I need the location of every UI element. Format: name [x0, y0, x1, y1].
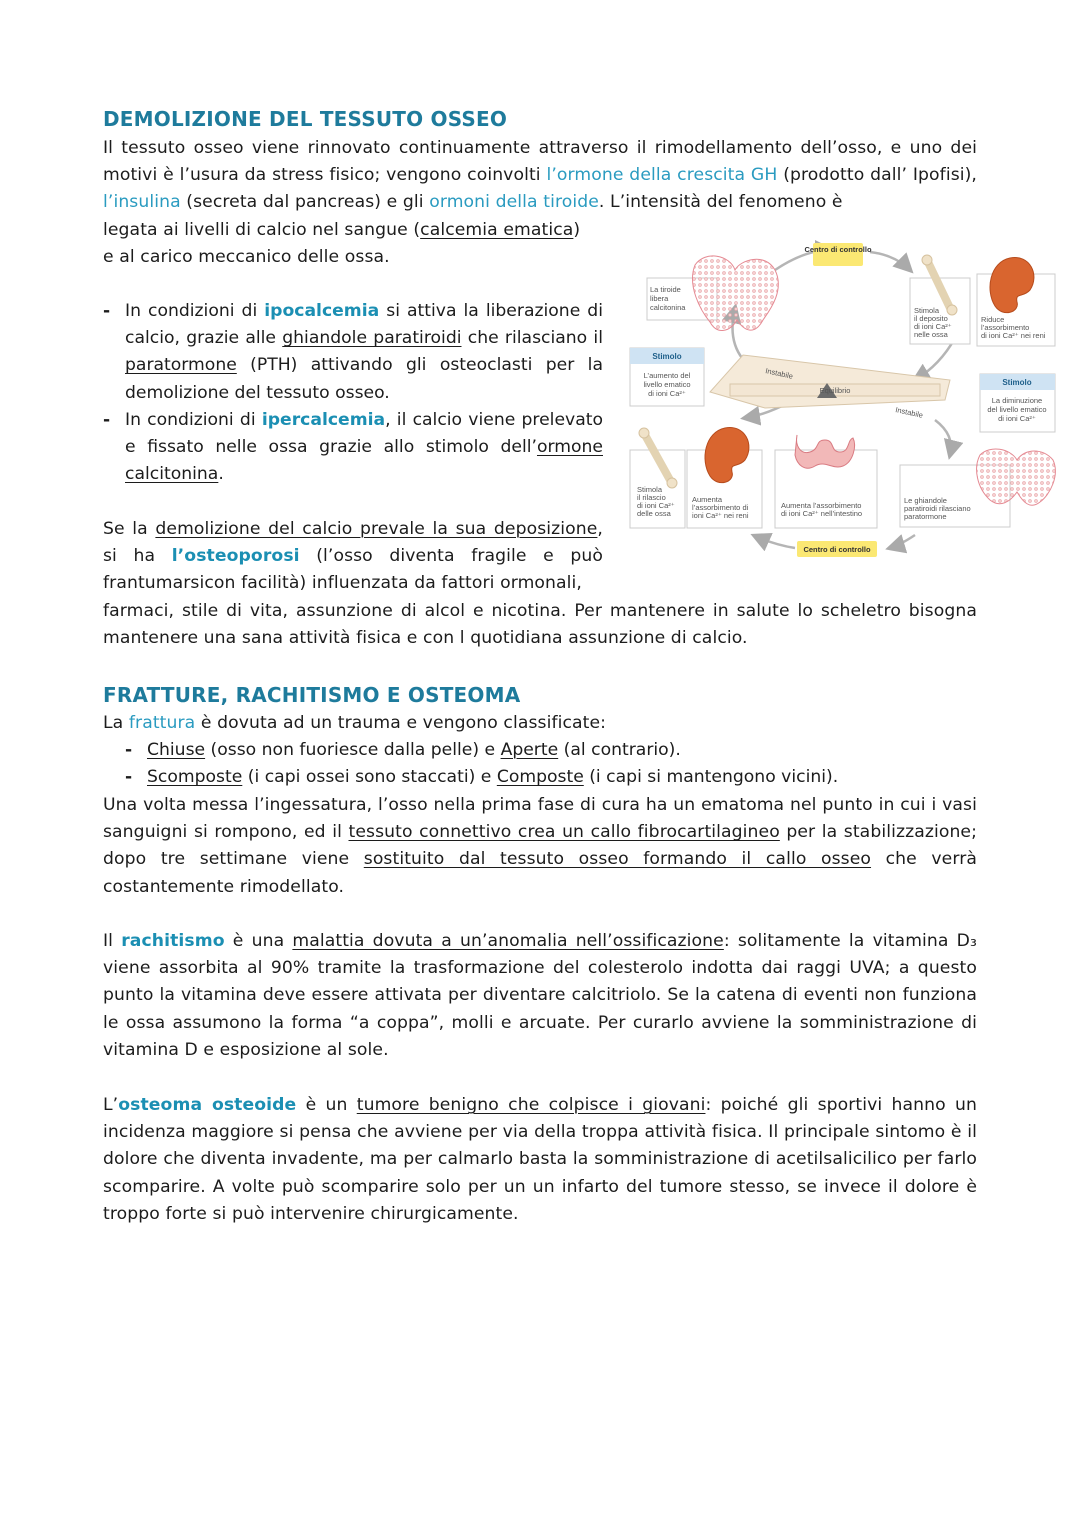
- section-title-fratture: FRATTURE, RACHITISMO E OSTEOMA: [103, 683, 521, 707]
- centro-controllo-top-text: Centro di controllo: [804, 245, 872, 254]
- text: La: [103, 713, 129, 733]
- arrow: [870, 252, 910, 270]
- stimolo-left-text: Stimolo: [652, 352, 682, 361]
- text: In condizioni di: [125, 409, 262, 430]
- text: legata ai livelli di calcio nel sangue (: [103, 220, 421, 240]
- text: Se la: [103, 519, 156, 539]
- calcium-homeostasis-diagram: [625, 240, 1060, 565]
- stimola-rilascio-1: Stimola: [637, 485, 663, 494]
- balance-beam-left: [710, 355, 950, 408]
- text: .: [218, 464, 224, 485]
- section-title-demolizione: DEMOLIZIONE DEL TESSUTO OSSEO: [103, 107, 508, 131]
- underlined-malattia: malattia dovuta a un’anomalia nell’ossificazione: [292, 931, 724, 951]
- stimola-deposito-3: di ioni Ca²⁺: [914, 322, 952, 331]
- stimola-rilascio-2: il rilascio: [637, 493, 666, 502]
- underlined-chiuse: Chiuse: [147, 740, 206, 760]
- highlight-frattura: frattura: [128, 713, 196, 733]
- highlight-ipercalcemia: ipercalcemia: [261, 409, 386, 430]
- riduce-2: l’assorbimento: [981, 323, 1030, 332]
- tiroide-label-1: La tiroide: [650, 285, 681, 294]
- text: è un: [296, 1095, 357, 1115]
- highlight-rachitismo: rachitismo: [121, 931, 225, 951]
- paratiroidi-1: Le ghiandole: [904, 496, 947, 505]
- text: che rilasciano il: [461, 328, 603, 349]
- text: L’: [103, 1095, 119, 1115]
- list-item-ipercalcemia: [103, 407, 603, 489]
- stimola-deposito-2: il deposito: [914, 314, 948, 323]
- underlined-aperte: Aperte: [500, 740, 559, 760]
- underlined-callo-osseo: sostituito dal tessuto osseo formando il callo osseo: [363, 849, 872, 870]
- underlined-paratiroidi: ghiandole paratiroidi: [282, 328, 462, 349]
- aumenta-reni-1: Aumenta: [692, 495, 723, 504]
- aumenta-reni-2: l’assorbimento di: [692, 503, 749, 512]
- aumento-3: di ioni Ca²⁺: [648, 389, 686, 398]
- stimola-deposito-4: nelle ossa: [914, 330, 948, 339]
- paragraph-osteoporosi: [103, 516, 603, 598]
- underlined-scomposte: Scomposte: [147, 767, 243, 788]
- equilibrio-text: Equilibrio: [819, 386, 851, 395]
- text: (prodotto dall’ Ipofisi),: [777, 165, 977, 186]
- paragraph-osteoporosi-cont: farmaci, stile di vita, assunzione di alcol e nicotina. Per mantenere in salute lo scheletro bisogna mantenere una sana attività fisica e con l quotidiana assunzione di calcio.: [103, 601, 977, 649]
- aumenta-reni-3: ioni Ca²⁺ nei reni: [692, 511, 749, 520]
- bone-end: [947, 305, 957, 315]
- aumenta-intestino-1: Aumenta l’assorbimento: [781, 501, 862, 510]
- text: . L’intensità del fenomeno è: [598, 192, 843, 213]
- tiroide-label-2: libera: [650, 294, 669, 303]
- stimolo-right-text: Stimolo: [1002, 378, 1032, 387]
- text: , il calcio viene prelevato e fissato nelle ossa grazie allo stimolo dell’: [125, 409, 603, 458]
- text: ): [573, 220, 581, 240]
- tiroide-label-3: calcitonina: [650, 303, 686, 312]
- frattura-types-list: [125, 737, 977, 791]
- text: (l’osso diventa fragile e può frantumarsicon facilità) influenzata da fattori ormonali,: [103, 546, 604, 594]
- parathyroid-illustration: [977, 449, 1056, 505]
- underlined-composte: Composte: [496, 767, 584, 788]
- aumenta-intestino-2: di ioni Ca²⁺ nell’intestino: [781, 509, 863, 518]
- arrow: [755, 536, 795, 548]
- highlight-insulina: l’insulina: [103, 192, 181, 213]
- highlight-tiroide: ormoni della tiroide: [429, 192, 599, 213]
- text: In condizioni di: [125, 301, 265, 321]
- underlined-paratormone: paratormone: [125, 355, 237, 376]
- highlight-gh: l’ormone della crescita GH: [546, 165, 778, 186]
- paragraph-rachitismo: [103, 928, 977, 1064]
- text: Una volta messa l’ingessatura, l’osso nella prima fase di cura ha un ematoma nel punto in cui i vasi sanguigni si rompono, ed il: [103, 795, 977, 843]
- underlined-calcitonina: ormone calcitonina: [125, 437, 603, 485]
- highlight-osteoma: osteoma osteoide: [118, 1095, 297, 1115]
- paratiroidi-3: paratormone: [904, 512, 947, 521]
- centro-controllo-bottom-text: Centro di controllo: [803, 545, 871, 554]
- instabile-right-text: Instabile: [894, 405, 924, 420]
- diminuzione-2: del livello ematico: [987, 405, 1047, 414]
- underlined-callo-fibro: tessuto connettivo crea un callo fibrocartilagineo: [348, 822, 780, 843]
- text: , si ha: [103, 519, 603, 567]
- paratiroidi-2: paratiroidi rilasciano: [904, 504, 971, 513]
- text: per la stabilizzazione; dopo tre settimane viene: [103, 822, 977, 870]
- text: è dovuta ad un trauma e vengono classificate:: [195, 713, 607, 733]
- text: (al contrario).: [558, 740, 681, 760]
- stimola-deposito-1: Stimola: [914, 306, 940, 315]
- stimola-rilascio-4: delle ossa: [637, 509, 671, 518]
- text: Il: [103, 931, 122, 951]
- underlined-tumore: tumore benigno che colpisce i giovani: [356, 1095, 706, 1115]
- text: si attiva la liberazione di calcio, grazie alle: [125, 301, 603, 349]
- highlight-osteoporosi: l’osteoporosi: [171, 546, 300, 567]
- list-item-ipocalcemia: [103, 298, 603, 407]
- arrow: [890, 535, 915, 548]
- text: che verrà costantemente rimodellato.: [103, 849, 978, 897]
- text: (i capi ossei sono staccati) e: [242, 767, 497, 788]
- calcemia-list: [103, 298, 603, 488]
- underlined-demolizione: demolizione del calcio prevale la sua deposizione: [155, 519, 598, 539]
- bone-end: [667, 478, 677, 488]
- text: : poiché gli sportivi hanno un incidenza maggiore si pensa che avviene per via della troppa attività fisica. Il principale sintomo è il dolore che diventa invadente, ma per calmarlo basta la somministrazione di acetilsalicilico per farlo scomparire. A volte può scomparire solo per un un infarto del tumore stesso, se invece il dolore è troppo forte si può intervenire chirurgicamente.: [103, 1095, 977, 1224]
- diminuzione-1: La diminuzione: [991, 396, 1043, 405]
- text: e al carico meccanico delle ossa.: [103, 247, 390, 268]
- text: : solitamente la vitamina D₃ viene assorbita al 90% tramite la trasformazione del colesterolo indotta dai raggi UVA; a questo punto la vitamina deve essere attivata per diventare calcitriolo. Se la catena di eventi non funziona le ossa assumono la forma “a coppa”, molli e arcuate. Per curarlo avviene la somministrazione di vitamina D e esposizione al sole.: [103, 931, 977, 1060]
- riduce-3: di ioni Ca²⁺ nei reni: [981, 331, 1046, 340]
- paragraph-intro: [103, 135, 977, 217]
- underlined-calcemia: calcemia ematica: [420, 220, 574, 240]
- aumento-2: livello ematico: [643, 380, 691, 389]
- stimola-rilascio-3: di ioni Ca²⁺: [637, 501, 675, 510]
- highlight-ipocalcemia: ipocalcemia: [264, 301, 380, 321]
- bone-end: [639, 428, 649, 438]
- text: è una: [224, 931, 293, 951]
- text: Il tessuto osseo viene rinnovato continuamente attraverso il rimodellamento dell’osso, e uno dei motivi è l’usura da stress fisico; vengono coinvolti: [103, 138, 977, 186]
- text: (osso non fuoriesce dalla pelle) e: [205, 740, 501, 760]
- text: (i capi si mantengono vicini).: [583, 767, 839, 788]
- paragraph-frattura-intro: [103, 710, 977, 737]
- instabile-left-text: Instabile: [764, 366, 794, 381]
- arrow: [935, 420, 951, 455]
- list-item-chiuse-aperte: [125, 737, 977, 764]
- paragraph-osteoma: [103, 1092, 977, 1228]
- text: (PTH) attivando gli osteoclasti per la demolizione del tessuto osseo.: [125, 355, 603, 403]
- paragraph-intro-cont: [103, 217, 603, 271]
- text: (secreta dal pancreas) e gli: [180, 192, 430, 213]
- riduce-1: Riduce: [981, 315, 1005, 324]
- aumento-1: L’aumento del: [643, 371, 691, 380]
- list-item-scomposte-composte: [125, 764, 977, 791]
- bone-end: [922, 255, 932, 265]
- paragraph-frattura-cura: [103, 792, 977, 901]
- diminuzione-3: di ioni Ca²⁺: [998, 414, 1036, 423]
